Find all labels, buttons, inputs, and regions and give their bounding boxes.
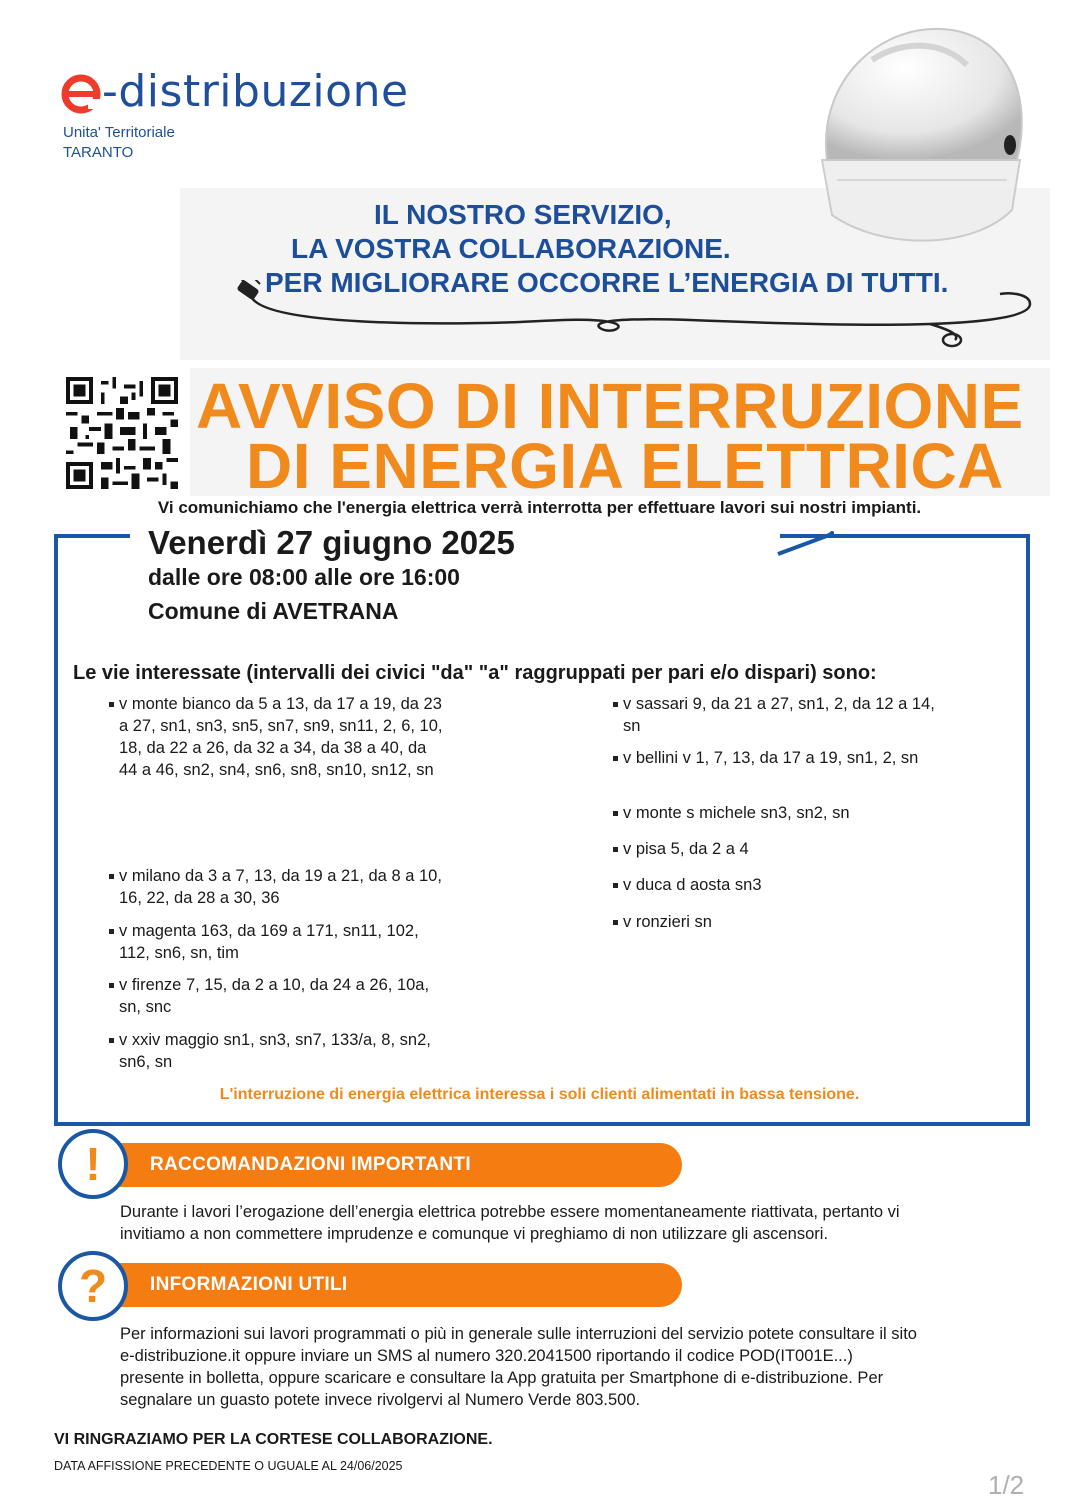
street-line: 18, da 22 a 26, da 32 a 34, da 38 a 40, da xyxy=(119,739,427,757)
paragraph-line: Durante i lavori l’erogazione dell’energia elettrica potrebbe essere momentaneamente riattivata, pertanto vi xyxy=(120,1203,900,1221)
street-item xyxy=(119,974,429,1018)
street-line: v milano da 3 a 7, 13, da 19 a 21, da 8 a 10, xyxy=(119,867,442,885)
bullet-icon xyxy=(613,702,618,707)
slogan-line-3: PER MIGLIORARE OCCORRE L’ENERGIA DI TUTTI. xyxy=(265,267,949,298)
outage-time: dalle ore 08:00 alle ore 16:00 xyxy=(148,564,460,590)
street-item xyxy=(119,693,443,781)
needle-icon xyxy=(774,526,834,556)
e-logo-icon xyxy=(58,69,104,115)
info-text xyxy=(120,1323,917,1411)
helmet-icon xyxy=(792,10,1042,260)
street-line: v monte bianco da 5 a 13, da 17 a 19, da 23 xyxy=(119,695,442,713)
street-line: v xxiv maggio sn1, sn3, sn7, 133/a, 8, sn2, xyxy=(119,1031,431,1049)
bullet-icon xyxy=(109,929,114,934)
bullet-icon xyxy=(109,1038,114,1043)
paragraph-line: invitiamo a non commettere imprudenze e comunque vi preghiamo di non utilizzare gli ascensori. xyxy=(120,1225,829,1243)
bullet-icon xyxy=(613,847,618,852)
intro-text: Vi comunichiamo che l'energia elettrica verrà interrotta per effettuare lavori sui nostri impianti. xyxy=(157,498,922,517)
street-line: 16, 22, da 28 a 30, 36 xyxy=(119,889,280,907)
title-line-2: DI ENERGIA ELETTRICA xyxy=(246,430,1004,502)
qr-code-icon[interactable] xyxy=(66,377,178,489)
paragraph-line: Per informazioni sui lavori programmati o più in generale sulle interruzioni del servizio potete consultare il sito xyxy=(120,1325,917,1343)
street-line: v firenze 7, 15, da 2 a 10, da 24 a 26, 10a, xyxy=(119,976,430,994)
street-item xyxy=(623,874,762,896)
thanks-text: VI RINGRAZIAMO PER LA CORTESE COLLABORAZIONE. xyxy=(54,1431,493,1448)
street-line: a 27, sn1, sn3, sn5, sn7, sn9, sn11, 2, 6, 10, xyxy=(119,717,443,735)
street-line: 112, sn6, sn, tim xyxy=(119,944,239,962)
bullet-icon xyxy=(109,874,114,879)
info-heading: INFORMAZIONI UTILI xyxy=(150,1274,348,1295)
street-line: v monte s michele sn3, sn2, sn xyxy=(623,804,850,822)
affix-date: DATA AFFISSIONE PRECEDENTE O UGUALE AL 24/06/2025 xyxy=(54,1459,403,1473)
recommendations-banner xyxy=(100,1143,682,1187)
recommendations-heading: RACCOMANDAZIONI IMPORTANTI xyxy=(150,1154,471,1175)
street-item xyxy=(623,693,935,737)
page-indicator: 1/2 xyxy=(988,1470,1025,1500)
street-line: sn6, sn xyxy=(119,1053,173,1071)
recommendations-text xyxy=(120,1201,900,1245)
street-line: sn, snc xyxy=(119,998,172,1016)
bullet-icon xyxy=(109,702,114,707)
paragraph-line: presente in bolletta, oppure scaricare e consultare la App gratuita per Smartphone di e-distribuzione. Per xyxy=(120,1369,884,1387)
paragraph-line: e-distribuzione.it oppure inviare un SMS al numero 320.2041500 riportando il codice POD(IT001E...) xyxy=(120,1347,853,1365)
slogan-line-2: LA VOSTRA COLLABORAZIONE. xyxy=(291,233,731,264)
bullet-icon xyxy=(613,811,618,816)
street-item xyxy=(623,838,749,860)
bullet-icon xyxy=(613,756,618,761)
outage-comune: Comune di AVETRANA xyxy=(148,598,399,624)
street-line: v duca d aosta sn3 xyxy=(623,876,762,894)
question-icon: ? xyxy=(58,1251,128,1321)
outage-date: Venerdì 27 giugno 2025 xyxy=(148,524,515,561)
streets-heading: Le vie interessate (intervalli dei civici "da" "a" raggruppati per pari e/o dispari) sono: xyxy=(73,662,877,684)
title-line-1: AVVISO DI INTERRUZIONE xyxy=(196,370,1024,442)
unit-label: Unita' Territoriale xyxy=(63,124,175,141)
low-voltage-note: L'interruzione di energia elettrica interessa i soli clienti alimentati in bassa tensione. xyxy=(219,1086,860,1103)
electric-cord-icon xyxy=(230,280,1050,350)
street-item xyxy=(623,747,918,769)
info-banner xyxy=(100,1263,682,1307)
unit-city: TARANTO xyxy=(63,144,134,161)
street-item xyxy=(119,920,419,964)
bullet-icon xyxy=(613,883,618,888)
logo xyxy=(58,62,409,122)
street-line: v pisa 5, da 2 a 4 xyxy=(623,840,749,858)
street-line: v bellini v 1, 7, 13, da 17 a 19, sn1, 2, sn xyxy=(623,749,919,767)
bullet-icon xyxy=(109,983,114,988)
street-item xyxy=(119,1029,431,1073)
street-item xyxy=(623,802,850,824)
street-line: 44 a 46, sn2, sn4, sn6, sn8, sn10, sn12, sn xyxy=(119,761,434,779)
warning-icon: ! xyxy=(58,1129,128,1199)
paragraph-line: segnalare un guasto potete invece rivolgervi al Numero Verde 803.500. xyxy=(120,1391,641,1409)
street-line: v magenta 163, da 169 a 171, sn11, 102, xyxy=(119,922,419,940)
street-item xyxy=(623,911,712,933)
logo-text: -distribuzione xyxy=(102,66,409,117)
street-line: sn xyxy=(623,717,641,735)
street-line: v ronzieri sn xyxy=(623,913,712,931)
street-line: v sassari 9, da 21 a 27, sn1, 2, da 12 a 14, xyxy=(623,695,935,713)
slogan-line-1: IL NOSTRO SERVIZIO, xyxy=(374,199,672,230)
bullet-icon xyxy=(613,920,618,925)
street-item xyxy=(119,865,442,909)
